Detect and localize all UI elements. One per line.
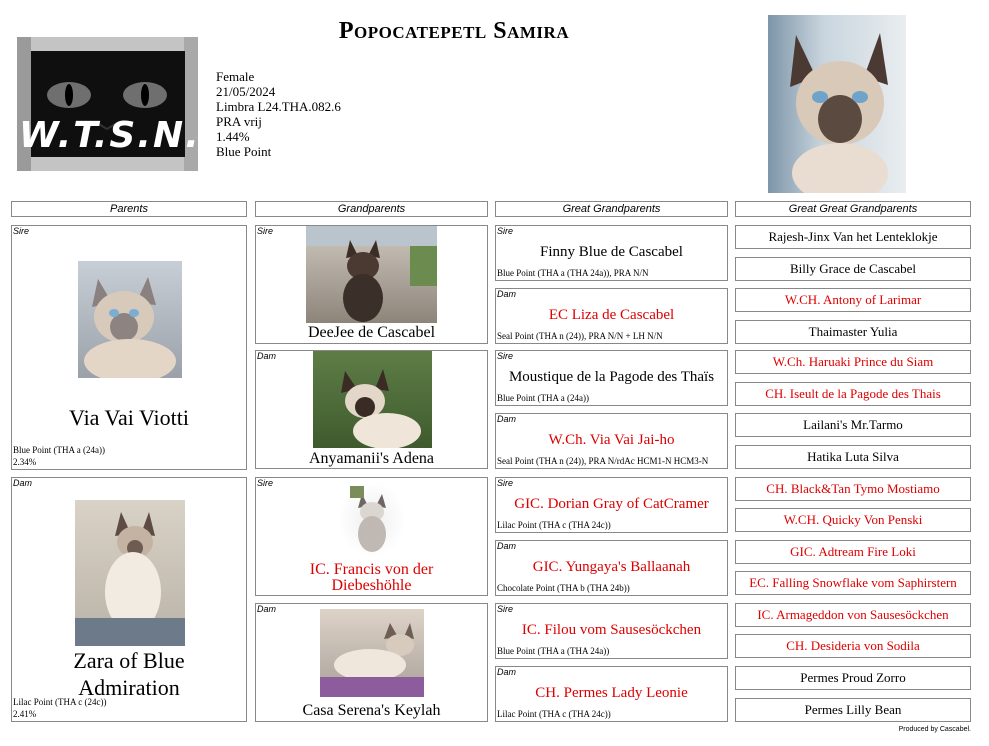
grandparent-card[interactable] (255, 477, 488, 596)
great-great-grandparent[interactable]: Billy Grace de Cascabel (735, 257, 971, 281)
header-grandparents: Grandparents (255, 201, 488, 217)
great-grandparent-card[interactable] (495, 413, 728, 469)
grandparent-photo (320, 609, 424, 697)
logo-text: W.T.S.N. (19, 115, 201, 156)
great-grandparent-name: Moustique de la Pagode des Thaïs (508, 369, 715, 385)
great-great-grandparent[interactable]: Rajesh-Jinx Van het Lenteklokje (735, 225, 971, 249)
great-grandparent-name: W.Ch. Via Vai Jai-ho (548, 432, 675, 448)
great-great-grandparent[interactable]: CH. Iseult de la Pagode des Thais (735, 382, 971, 406)
great-great-grandparent[interactable]: IC. Armageddon von Sausesöckchen (735, 603, 971, 627)
great-grandparent-info: Lilac Point (THA c (THA 24c)) (497, 709, 611, 719)
grandparent-role: Sire (257, 478, 274, 488)
grandparent-photo (340, 484, 404, 556)
header-parents: Parents (11, 201, 247, 217)
great-grandparent-info: Seal Point (THA n (24)), PRA N/N + LH N/N (497, 331, 663, 341)
cat-registration: Limbra L24.THA.082.6 (216, 99, 341, 114)
great-grandparent-card[interactable] (495, 288, 728, 344)
great-great-grandparent[interactable]: Permes Proud Zorro (735, 666, 971, 690)
cat-photo (768, 15, 906, 193)
grandparent-role: Dam (257, 351, 277, 361)
parent-sire-photo (78, 261, 182, 378)
great-grandparent-role: Sire (497, 604, 514, 614)
parent-sire-coi: 2.34% (13, 457, 37, 467)
great-great-grandparent[interactable]: W.Ch. Haruaki Prince du Siam (735, 350, 971, 374)
grandparent-card[interactable] (255, 603, 488, 722)
header-great-great-grandparents: Great Great Grandparents (735, 201, 971, 217)
footer-credit: Produced by Cascabel. (898, 726, 971, 733)
header-great-grandparents: Great Grandparents (495, 201, 728, 217)
cattery-logo (17, 37, 201, 171)
parent-dam-name: Zara of Blue Admiration (73, 648, 185, 700)
great-grandparent-role: Dam (497, 289, 517, 299)
great-grandparent-role: Dam (497, 541, 517, 551)
great-grandparent-name: Finny Blue de Cascabel (540, 244, 683, 260)
parent-dam-role: Dam (13, 478, 33, 488)
great-grandparent-info: Blue Point (THA a (24a)) (497, 393, 589, 403)
great-grandparent-name: GIC. Dorian Gray of CatCramer (514, 496, 709, 512)
cat-sex: Female (216, 69, 255, 84)
grandparent-name: Casa Serena's Keylah (302, 702, 441, 719)
grandparent-photo (306, 226, 437, 323)
great-grandparent-info: Blue Point (THA a (THA 24a)) (497, 646, 610, 656)
grandparent-photo (313, 351, 432, 448)
great-grandparent-name: EC Liza de Cascabel (548, 307, 675, 323)
great-great-grandparent[interactable]: W.CH. Antony of Larimar (735, 288, 971, 312)
parent-sire-card[interactable] (11, 225, 247, 470)
cat-dob: 21/05/2024 (216, 84, 276, 99)
great-grandparent-role: Sire (497, 226, 514, 236)
great-grandparent-role: Dam (497, 414, 517, 424)
great-grandparent-card[interactable] (495, 666, 728, 722)
cat-name-title: Popocatepetl Samira (338, 18, 570, 44)
great-great-grandparent[interactable]: Thaimaster Yulia (735, 320, 971, 344)
parent-sire-name: Via Vai Viotti (69, 405, 189, 430)
cat-coi: 1.44% (216, 129, 250, 144)
grandparent-name: Anyamanii's Adena (308, 450, 435, 467)
grandparent-name: IC. Francis von der Diebeshöhle (309, 561, 434, 594)
great-great-grandparent[interactable]: CH. Black&Tan Tymo Mostiamo (735, 477, 971, 501)
great-grandparent-card[interactable] (495, 540, 728, 596)
great-great-grandparent[interactable]: W.CH. Quicky Von Penski (735, 508, 971, 532)
great-great-grandparent[interactable]: GIC. Adtream Fire Loki (735, 540, 971, 564)
grandparent-role: Sire (257, 226, 274, 236)
great-great-grandparent[interactable]: CH. Desideria von Sodila (735, 634, 971, 658)
great-grandparent-role: Sire (497, 351, 514, 361)
great-great-grandparent[interactable]: Hatika Luta Silva (735, 445, 971, 469)
great-great-grandparent[interactable]: Permes Lilly Bean (735, 698, 971, 722)
great-grandparent-card[interactable] (495, 477, 728, 533)
parent-dam-card[interactable] (11, 477, 247, 722)
grandparent-card[interactable] (255, 350, 488, 469)
great-grandparent-role: Sire (497, 478, 514, 488)
parent-dam-info: Lilac Point (THA c (24c)) (13, 697, 107, 707)
great-great-grandparent[interactable]: EC. Falling Snowflake vom Saphirstern (735, 571, 971, 595)
great-grandparent-name: GIC. Yungaya's Ballaanah (532, 559, 691, 575)
cat-color: Blue Point (216, 144, 272, 159)
great-grandparent-card[interactable] (495, 350, 728, 406)
great-grandparent-name: IC. Filou vom Sausesöckchen (521, 622, 702, 638)
grandparent-name: DeeJee de Cascabel (307, 324, 436, 341)
parent-dam-coi: 2.41% (13, 709, 37, 719)
parent-sire-role: Sire (13, 226, 30, 236)
great-grandparent-info: Lilac Point (THA c (THA 24c)) (497, 520, 611, 530)
parent-sire-info: Blue Point (THA a (24a)) (13, 445, 105, 455)
grandparent-role: Dam (257, 604, 277, 614)
great-grandparent-info: Chocolate Point (THA b (THA 24b)) (497, 583, 630, 593)
great-grandparent-card[interactable] (495, 225, 728, 281)
great-grandparent-info: Blue Point (THA a (THA 24a)), PRA N/N (497, 268, 649, 278)
cat-pra: PRA vrij (216, 114, 262, 129)
great-grandparent-info: Seal Point (THA n (24)), PRA N/rdAc HCM1-N HCM3-N (497, 456, 709, 466)
great-great-grandparent[interactable]: Lailani's Mr.Tarmo (735, 413, 971, 437)
great-grandparent-name: CH. Permes Lady Leonie (535, 685, 688, 701)
great-grandparent-card[interactable] (495, 603, 728, 659)
cat-info (216, 69, 476, 159)
parent-dam-photo (75, 500, 185, 646)
grandparent-card[interactable] (255, 225, 488, 344)
great-grandparent-role: Dam (497, 667, 517, 677)
